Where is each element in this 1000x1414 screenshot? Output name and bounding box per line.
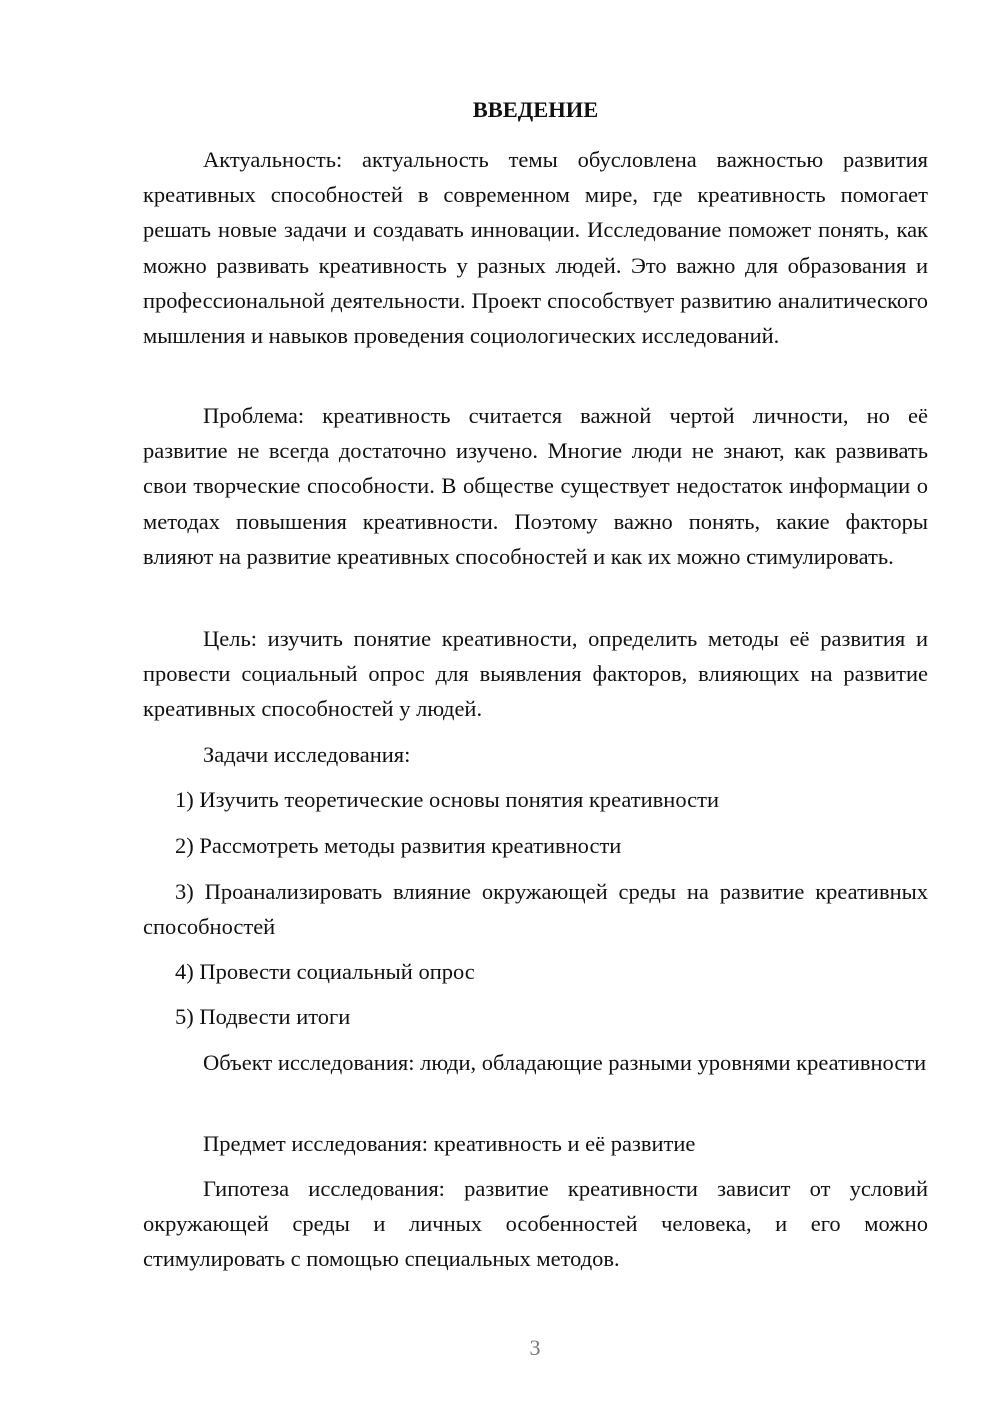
task-item-2: 2) Рассмотреть методы развития креативности xyxy=(175,833,622,858)
paragraph-problem: Проблема: креативность считается важной чертой личности, но её развитие не всегда достаточно изучено. Многие люди не знают, как развивать свои творческие способности. В обществе существует недостаток информации о методах повышения креативности. Поэтому важно понять, какие факторы влияют на развитие креативных способностей и как их можно стимулировать. xyxy=(143,403,928,569)
paragraph-hypothesis: Гипотеза исследования: развитие креативности зависит от условий окружающей среды и личных особенностей человека, и его можно стимулировать с помощью специальных методов. xyxy=(143,1176,928,1272)
task-item-4: 4) Провести социальный опрос xyxy=(175,959,475,984)
task-item-5: 5) Подвести итоги xyxy=(175,1004,351,1029)
paragraph-subject: Предмет исследования: креативность и её развитие xyxy=(203,1131,696,1156)
paragraph-goal: Цель: изучить понятие креативности, определить методы её развития и провести социальный опрос для выявления факторов, влияющих на развитие креативных способностей у людей. xyxy=(143,626,928,722)
paragraph-object: Объект исследования: люди, обладающие разными уровнями креативности xyxy=(203,1050,927,1075)
paragraph-tasks-title: Задачи исследования: xyxy=(203,742,411,767)
paragraph-relevance: Актуальность: актуальность темы обусловлена важностью развития креативных способностей в современном мире, где креативность помогает решать новые задачи и создавать инновации. Исследование поможет понять, как можно развивать креативность у разных людей. Это важно для образования и профессиональной деятельности. Проект способствует развитию аналитического мышления и навыков проведения социологических исследований. xyxy=(143,147,928,349)
section-heading: ВВЕДЕНИЕ xyxy=(472,97,599,122)
task-item-3: 3) Проанализировать влияние окружающей среды на развитие креативных способностей xyxy=(143,879,928,940)
task-item-1: 1) Изучить теоретические основы понятия креативности xyxy=(175,787,720,812)
page-number: 3 xyxy=(529,1335,541,1360)
